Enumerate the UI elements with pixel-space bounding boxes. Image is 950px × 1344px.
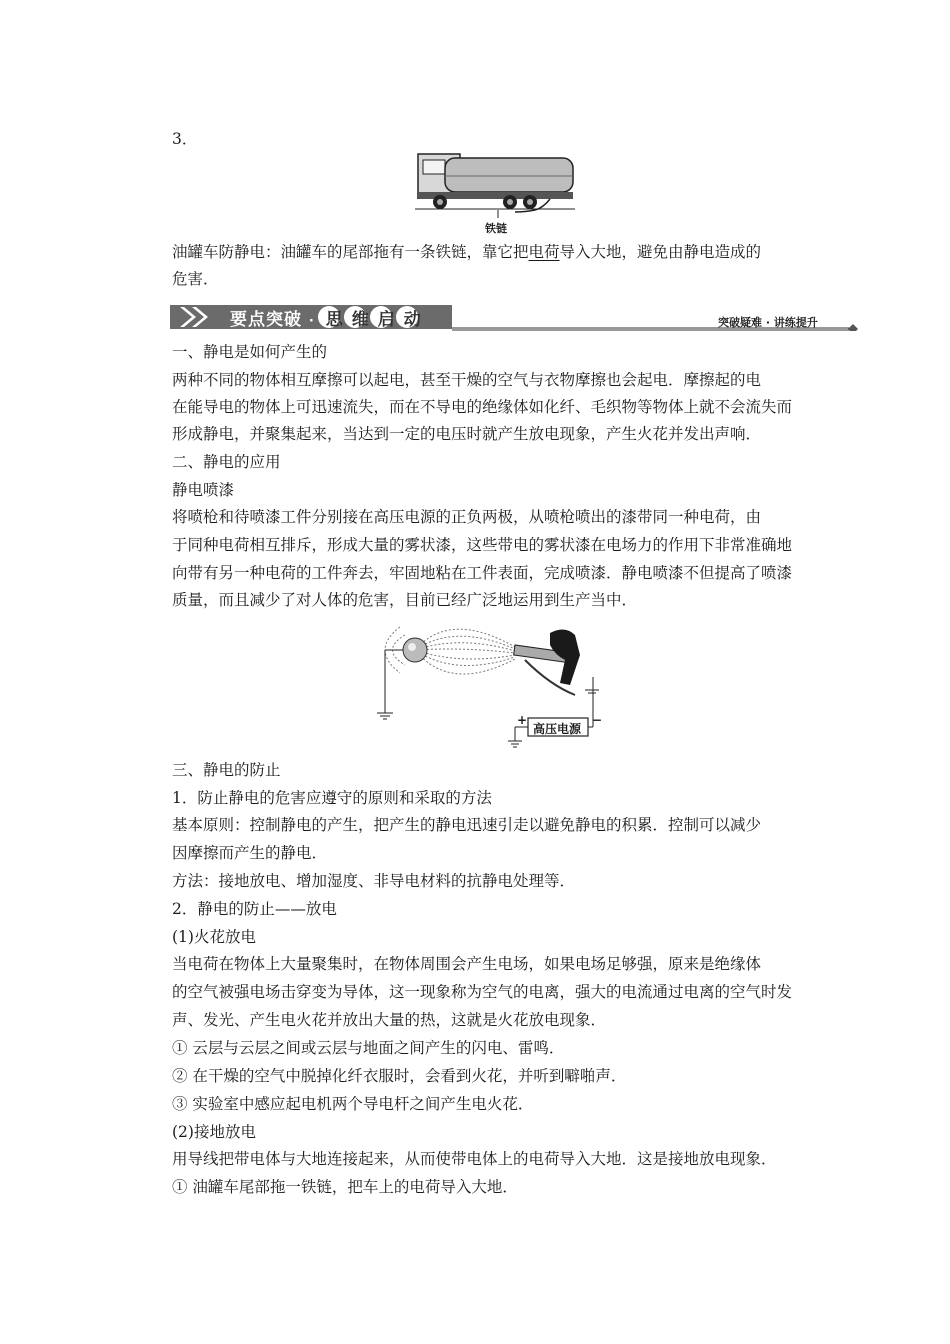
section1-paragraph-line: 两种不同的物体相互摩擦可以起电，甚至干燥的空气与衣物摩擦也会起电．摩擦起的电 bbox=[172, 371, 762, 389]
spark-list-item: ③ 实验室中感应起电机两个导电杆之间产生电火花． bbox=[172, 1095, 534, 1113]
banner-char: 维 bbox=[351, 310, 370, 330]
section3-subheading-1: 1．防止静电的危害应遵守的原则和采取的方法 bbox=[172, 789, 492, 807]
banner-char: 启 bbox=[377, 310, 396, 330]
power-plus-sign: + bbox=[517, 713, 528, 727]
ground-paragraph-line: 用导线把带电体与大地连接起来，从而使带电体上的电荷导入大地．这是接地放电现象． bbox=[172, 1150, 777, 1168]
section2-heading: 二、静电的应用 bbox=[172, 453, 281, 471]
power-minus-sign: − bbox=[592, 713, 603, 727]
spark-discharge-heading: (1)火花放电 bbox=[172, 928, 256, 946]
banner-title-sep: · bbox=[308, 314, 315, 329]
section3-paragraph-line: 方法：接地放电、增加湿度、非导电材料的抗静电处理等． bbox=[172, 872, 576, 890]
spark-list-item: ② 在干燥的空气中脱掉化纤衣服时，会看到火花，并听到噼啪声． bbox=[172, 1067, 627, 1085]
section2-paragraph-line: 于同种电荷相互排斥，形成大量的雾状漆，这些带电的雾状漆在电场力的作用下非常准确地 bbox=[172, 536, 793, 554]
banner-right-label: 突破疑难 · 讲练提升 bbox=[718, 316, 818, 329]
truck-paragraph-line1 bbox=[172, 242, 761, 262]
section3-paragraph-line: 基本原则：控制静电的产生，把产生的静电迅速引走以避免静电的积累．控制可以减少 bbox=[172, 816, 762, 834]
spark-paragraph-line: 当电荷在物体上大量聚集时，在物体周围会产生电场，如果电场足够强，原来是绝缘体 bbox=[172, 955, 762, 973]
section3-heading: 三、静电的防止 bbox=[172, 761, 281, 779]
section1-heading: 一、静电是如何产生的 bbox=[172, 343, 328, 361]
underlined-term: 电荷 bbox=[528, 243, 560, 261]
section2-paragraph-line: 将喷枪和待喷漆工件分别接在高压电源的正负两极，从喷枪喷出的漆带同一种电荷，由 bbox=[172, 508, 762, 526]
banner-char: 动 bbox=[403, 310, 422, 330]
section-number: 3． bbox=[172, 130, 198, 148]
spark-paragraph-line: 的空气被强电场击穿变为导体，这一现象称为空气的电离，强大的电流通过电离的空气时发 bbox=[172, 983, 793, 1001]
banner-title-main: 要点突破 bbox=[230, 310, 302, 330]
text-span: 油罐车防静电：油罐车的尾部拖有一条铁链，靠它把 bbox=[172, 243, 529, 261]
power-supply-label: 高压电源 bbox=[533, 722, 582, 736]
section3-paragraph-line: 因摩擦而产生的静电． bbox=[172, 844, 328, 862]
truck-paragraph-line2: 危害． bbox=[172, 270, 219, 288]
ground-discharge-heading: (2)接地放电 bbox=[172, 1123, 256, 1141]
section2-paragraph-line: 质量，而且减少了对人体的危害，目前已经广泛地运用到生产当中． bbox=[172, 591, 638, 609]
banner-title bbox=[230, 305, 426, 330]
truck-caption: 铁链 bbox=[485, 222, 507, 235]
spark-paragraph-line: 声、发光、产生电火花并放出大量的热，这就是火花放电现象． bbox=[172, 1011, 607, 1029]
spark-list-item: ① 云层与云层之间或云层与地面之间产生的闪电、雷鸣． bbox=[172, 1039, 565, 1057]
ground-list-item: ① 油罐车尾部拖一铁链，把车上的电荷导入大地． bbox=[172, 1178, 518, 1196]
section1-paragraph-line: 形成静电，并聚集起来，当达到一定的电压时就产生放电现象，产生火花并发出声响． bbox=[172, 425, 762, 443]
section3-subheading-2: 2．静电的防止——放电 bbox=[172, 900, 337, 918]
section1-paragraph-line: 在能导电的物体上可迅速流失，而在不导电的绝缘体如化纤、毛织物等物体上就不会流失而 bbox=[172, 398, 793, 416]
section2-subheading: 静电喷漆 bbox=[172, 481, 235, 499]
section2-paragraph-line: 向带有另一种电荷的工件奔去，牢固地粘在工件表面，完成喷漆．静电喷漆不但提高了喷漆 bbox=[172, 564, 793, 582]
text-span: 导入大地，避免由静电造成的 bbox=[559, 243, 762, 261]
banner-char: 思 bbox=[325, 310, 344, 330]
